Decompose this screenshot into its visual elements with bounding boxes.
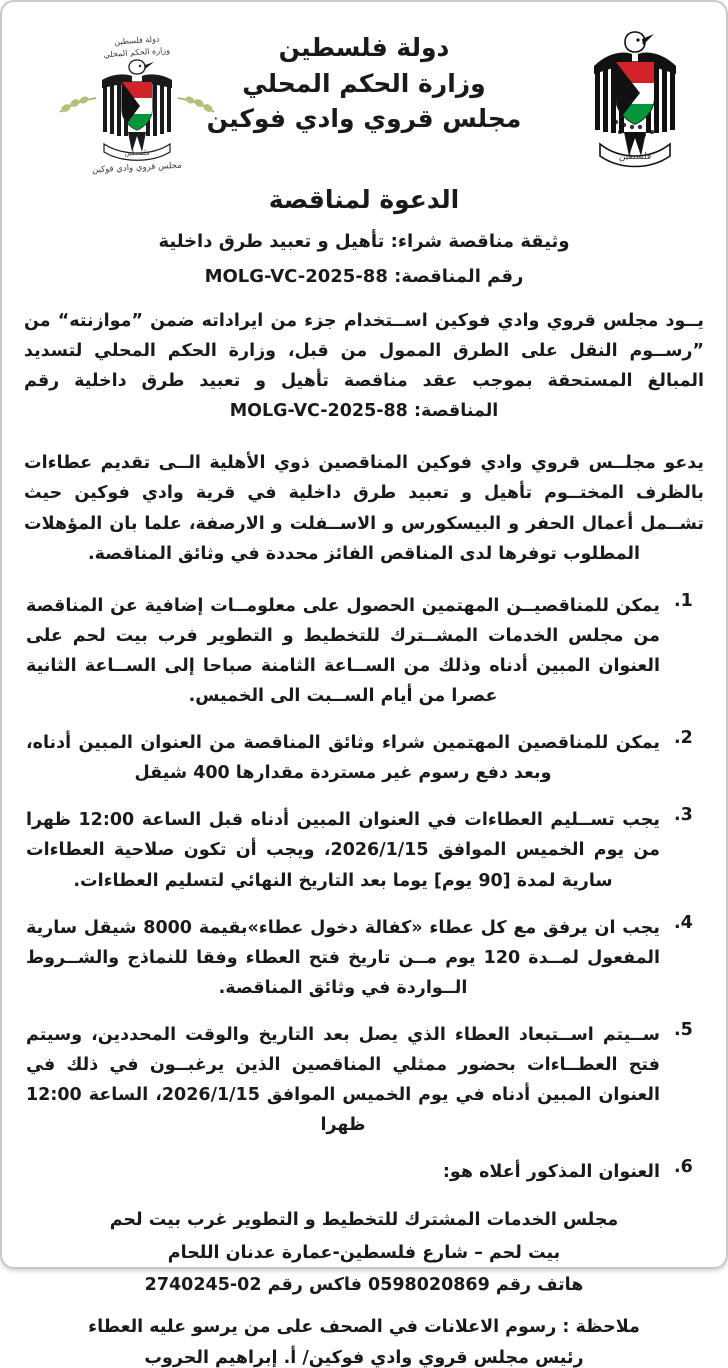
list-item-number: .2 xyxy=(674,728,693,749)
svg-text:وزارة الحكم المحلي: وزارة الحكم المحلي xyxy=(103,45,171,60)
list-item xyxy=(26,805,702,895)
list-item xyxy=(26,1157,702,1187)
emblem-scroll-text: فلسطين xyxy=(618,152,652,162)
list-item-number: .4 xyxy=(674,912,693,933)
intro-paragraph-2: يدعو مجلــس قروي وادي فوكين المناقصين ذوي الأهلية الــى تقديم عطاءات بالظرف المختــوم تأهيل و تعبيد طرق داخلية في قرية وادي فوكين حيث تشــمل أعمال الحفر و البيسكورس و الاســفلت و الارصفة، علما بان المؤهلات المطلوب توفرها لدى المناقص الفائز محددة في وثائق المناقصة. xyxy=(24,453,704,564)
list-item-number: .5 xyxy=(674,1019,693,1040)
list-item-text: ســيتم اســتبعاد العطاء الذي يصل بعد التاريخ والوقت المحددين، وسيتم فتح العطــاءات بحضور ممثلي المناقصين الذين يرغبــون في ذلك في العنوان المبين أدناه في يوم الخميس الموافق 2026/1/15، الساعة 12:00 ظهرا xyxy=(26,1024,660,1136)
list-item xyxy=(26,591,702,711)
address-organization: مجلس الخدمات المشترك للتخطيط و التطوير غرب بيت لحم xyxy=(109,1210,619,1231)
list-item-number: .6 xyxy=(674,1157,693,1178)
document-header xyxy=(20,16,708,176)
intro-paragraph-1: يــود مجلس قروي وادي فوكين اســتخدام جزء من ايراداته ضمن ”موازنته“ من ”رســوم النقل على الطرق الممول من قبل، وزارة الحكم المحلي لتسديد المبالغ المستحقة بموجب عقد مناقصة تأهيل و تعبيد طرق داخلية رقم المناقصة: MOLG-VC-2025-88 xyxy=(24,311,704,422)
svg-text:مجلس قروي وادي فوكين: مجلس قروي وادي فوكين xyxy=(91,160,182,176)
svg-text:دولة فلسطين: دولة فلسطين xyxy=(113,34,160,47)
tender-number: رقم المناقصة: MOLG-VC-2025-88 xyxy=(204,266,524,287)
document-subtitle: وثيقة مناقصة شراء: تأهيل و تعبيد طرق داخلية xyxy=(158,231,570,252)
list-item-text: يمكن للمناقصيــن المهتمين الحصول على معلومــات إضافية عن المناقصة من مجلس الخدمات المشــترك للتخطيط و التطوير فرب بيت لحم على العنوان المبين أدناه وذلك من الســاعة الثامنة صباحا إلى الســاعة الثانية عصرا من أيام الســبت الى الخميس. xyxy=(26,595,660,707)
list-item-number: .1 xyxy=(674,590,693,611)
address-block xyxy=(20,1204,708,1301)
footer-note: ملاحظة : رسوم الاعلانات في الصحف على من يرسو عليه العطاء xyxy=(88,1317,640,1338)
state-title: دولة فلسطين xyxy=(278,33,450,62)
conditions-list xyxy=(26,591,702,1188)
address-street: بيت لحم – شارع فلسطين-عمارة عدنان اللحام xyxy=(167,1242,561,1263)
svg-text:فلسطين: فلسطين xyxy=(124,149,150,157)
list-item-text: يجب تســليم العطاءات في العنوان المبين أدناه قبل الساعة 12:00 ظهرا من يوم الخميس الموافق 2026/1/15، ويجب أن تكون صلاحية العطاءات سارية لمدة [90 يوم] يوما بعد التاريخ النهائي لتسليم العطاءات. xyxy=(26,810,661,891)
list-item xyxy=(26,913,702,1003)
council-title: مجلس قروي وادي فوكين xyxy=(206,104,522,133)
list-item-text: يجب ان يرفق مع كل عطاء «كفالة دخول عطاء»بقيمة 8000 شيقل سارية المفعول لمــدة 120 يوم مــن تاريخ فتح العطاء وفقا للنماذج والشــروط الــواردة في وثائق المناقصة. xyxy=(26,917,660,998)
list-item-text: يمكن للمناقصين المهتمين شراء وثائق المناقصة من العنوان المبين أدناه، وبعد دفع رسوم غير مستردة مقدارها 400 شيقل xyxy=(26,733,660,784)
page-title: الدعوة لمناقصة xyxy=(268,185,460,214)
ministry-title: وزارة الحكم المحلي xyxy=(242,68,486,98)
list-item xyxy=(26,1020,702,1140)
list-item-number: .3 xyxy=(674,805,693,826)
list-item-text: العنوان المذكور أعلاه هو: xyxy=(442,1162,660,1183)
list-item xyxy=(26,728,702,788)
address-contact: هاتف رقم 0598020869 فاكس رقم 02-2740245 xyxy=(144,1275,584,1296)
palestine-eagle-emblem xyxy=(580,26,690,171)
footer-signature: رئيس مجلس قروي وادي فوكين/ أ. إبراهيم الحروب xyxy=(144,1348,584,1368)
